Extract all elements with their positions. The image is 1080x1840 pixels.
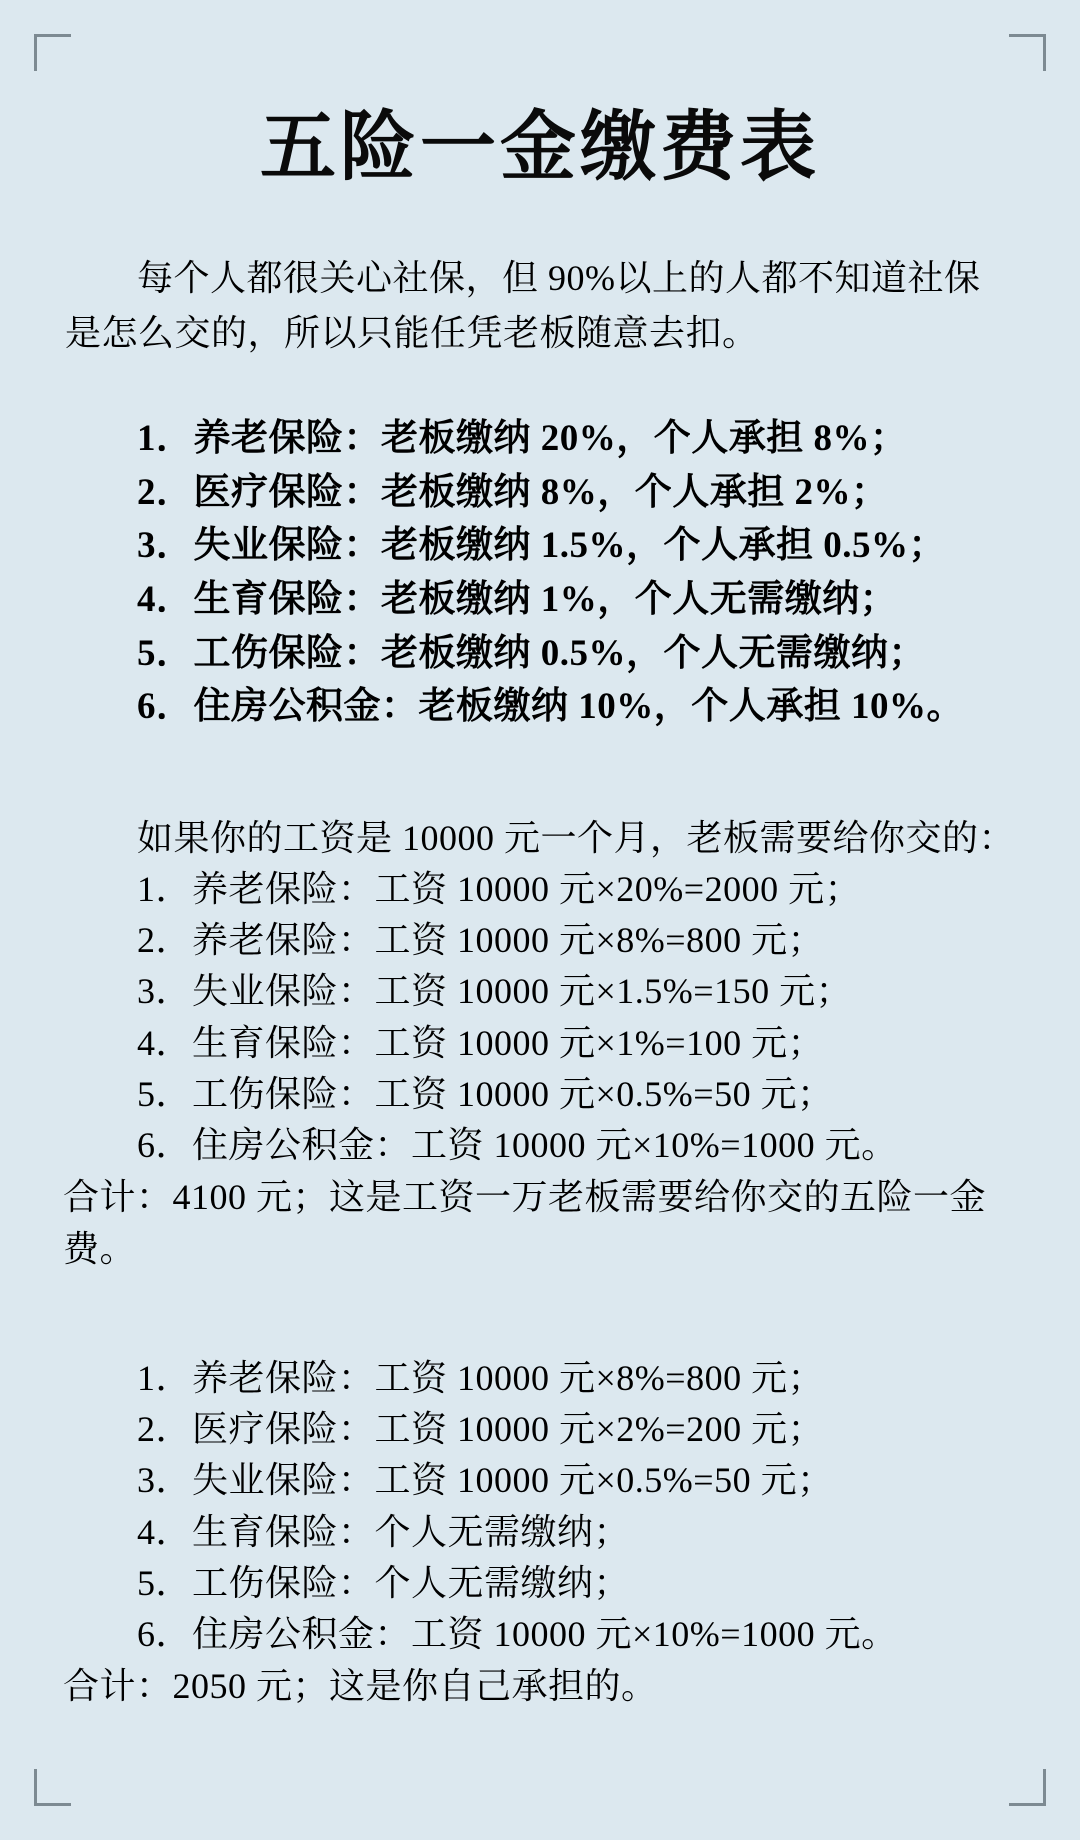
employee-item: 4．生育保险：个人无需缴纳； (137, 1511, 631, 1552)
employee-section (45, 1353, 1035, 1712)
employee-item: 2．医疗保险：工资 10000 元×2%=200 元； (137, 1409, 825, 1450)
employee-item: 5．工伤保险：个人无需缴纳； (137, 1562, 631, 1603)
rate-item: 1．养老保险：老板缴纳 20%，个人承担 8%； (137, 418, 908, 460)
intro-paragraph: 每个人都很关心社保，但 90%以上的人都不知道社保是怎么交的，所以只能任凭老板随意去扣。 (65, 257, 981, 354)
page-title: 五险一金缴费表 (260, 102, 820, 191)
crop-mark-top-left (34, 34, 71, 71)
employer-total: 合计：4100 元；这是工资一万老板需要给你交的五险一金费。 (63, 1176, 987, 1270)
employee-item: 3．失业保险：工资 10000 元×0.5%=50 元； (137, 1460, 834, 1501)
crop-mark-top-right (1009, 34, 1046, 71)
crop-mark-bottom-left (34, 1769, 71, 1806)
section-spacer (45, 734, 1035, 770)
employee-item: 6．住房公积金：工资 10000 元×10%=1000 元。 (137, 1613, 898, 1654)
employee-item: 1．养老保险：工资 10000 元×8%=800 元； (137, 1358, 825, 1399)
rate-item: 6．住房公积金：老板缴纳 10%，个人承担 10%。 (137, 686, 964, 728)
employer-item: 1．养老保险：工资 10000 元×20%=2000 元； (137, 869, 862, 910)
rate-item: 3．失业保险：老板缴纳 1.5%，个人承担 0.5%； (137, 525, 946, 567)
employer-section (45, 812, 1035, 1275)
employer-item: 5．工伤保险：工资 10000 元×0.5%=50 元； (137, 1073, 834, 1114)
employer-item: 4．生育保险：工资 10000 元×1%=100 元； (137, 1022, 825, 1063)
employee-total: 合计：2050 元；这是你自己承担的。 (63, 1665, 658, 1706)
rate-item: 2．医疗保险：老板缴纳 8%，个人承担 2%； (137, 471, 889, 513)
employer-item: 2．养老保险：工资 10000 元×8%=800 元； (137, 920, 825, 961)
employer-item: 6．住房公积金：工资 10000 元×10%=1000 元。 (137, 1124, 898, 1165)
employer-lead: 如果你的工资是 10000 元一个月，老板需要给你交的： (137, 818, 1016, 859)
rate-item: 5．工伤保险：老板缴纳 0.5%，个人无需缴纳； (137, 632, 926, 674)
rates-section (45, 412, 1035, 734)
crop-mark-bottom-right (1009, 1769, 1046, 1806)
section-spacer (45, 1275, 1035, 1311)
rate-item: 4．生育保险：老板缴纳 1%，个人无需缴纳； (137, 579, 898, 621)
employer-item: 3．失业保险：工资 10000 元×1.5%=150 元； (137, 971, 853, 1012)
